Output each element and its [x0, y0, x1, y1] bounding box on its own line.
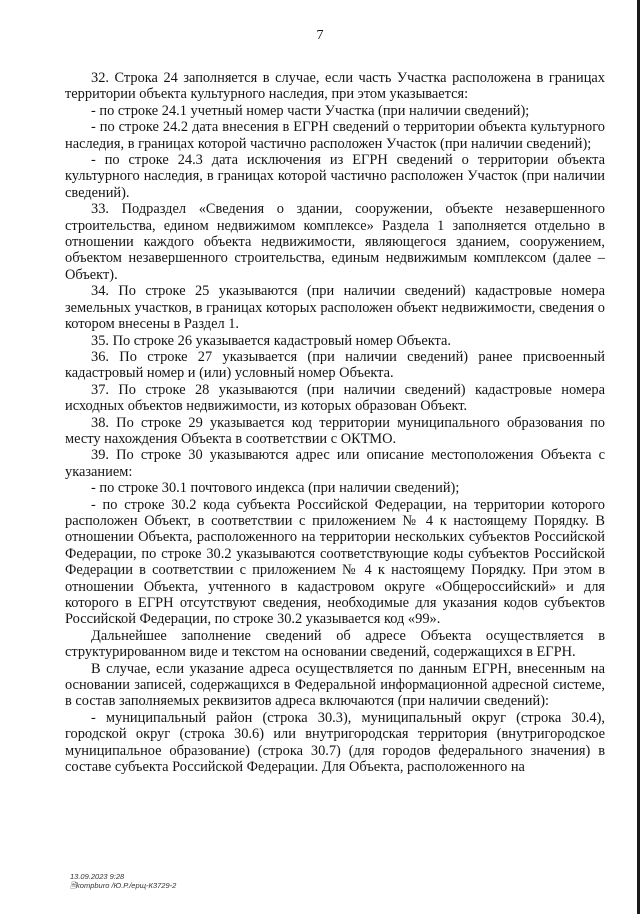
paragraph-address-structure: Дальнейшее заполнение сведений об адресе Объекта осуществляется в структурированном виде и текстом на основании сведений, содержащихся в ЕГРН. [65, 627, 605, 661]
paragraph-municipal-units: - муниципальный район (строка 30.3), муниципальный округ (строка 30.4), городской округ (строка 30.6) или внутригородская территория (внутригородское муниципальное образование) (строка 30.7) (для городов федерального значения) в составе субъекта Российской Федерации. Для Объекта, расположенного на [65, 709, 605, 776]
paragraph-39-item-1: - по строке 30.1 почтового индекса (при наличии сведений); [91, 480, 460, 497]
paragraph-38: 38. По строке 29 указывается код территории муниципального образования по месту нахождения Объекта в соответствии с ОКТМО. [65, 414, 605, 447]
paragraph-32-item-3: - по строке 24.3 дата исключения из ЕГРН сведений о территории объекта культурного наследия, в границах которой частично расположен Участок (при наличии сведений). [65, 152, 605, 201]
print-footer [70, 872, 176, 890]
paragraph-fias-address: В случае, если указание адреса осуществляется по данным ЕГРН, внесенным на основании записей, содержащихся в Федеральной информационной адресной системе, в состав заполняемых реквизитов адреса включаются (при наличии сведений): [65, 660, 605, 710]
paragraph-34: 34. По строке 25 указываются (при наличии сведений) кадастровые номера земельных участков, в границах которых расположен объект недвижимости, сведения о котором внесены в Раздел 1. [65, 283, 605, 333]
document-body [65, 70, 605, 775]
paragraph-32-item-1: - по строке 24.1 учетный номер части Участка (при наличии сведений); [91, 102, 530, 119]
page-number: 7 [316, 28, 324, 43]
file-icon: 🗎 [70, 881, 77, 890]
paragraph-37: 37. По строке 28 указываются (при наличии сведений) кадастровые номера исходных объектов недвижимости, из которых образован Объект. [65, 381, 605, 415]
paragraph-39: 39. По строке 30 указываются адрес или описание местоположения Объекта с указанием: [65, 447, 605, 480]
paragraph-36: 36. По строке 27 указывается (при наличии сведений) ранее присвоенный кадастровый номер и (или) условный номер Объекта. [65, 348, 605, 382]
footer-path-text: kompburo /Ю.Р./ерщ-К3729-2 [76, 881, 177, 890]
paragraph-35: 35. По строке 26 указывается кадастровый номер Объекта. [91, 332, 451, 349]
paragraph-39-item-2: - по строке 30.2 кода субъекта Российской Федерации, на территории которого расположен Объект, в соответствии с приложением № 4 к настоящему Порядку. В отношении Объекта, расположенного на территории нескольких субъектов Российской Федерации, по строке 30.2 указываются соответствующие коды субъектов Российской Федерации в соответствии с приложением № 4 к настоящему Порядку. При этом в отношении Объекта, учтенного в кадастровом округе «Общероссийский» и для которого в ЕГРН отсутствуют сведения, необходимые для указания кодов субъектов Российской Федерации, по строке 30.2 указывается код «99». [65, 496, 605, 628]
footer-file-path [70, 881, 176, 890]
paragraph-32: 32. Строка 24 заполняется в случае, если часть Участка расположена в границах территории объекта культурного наследия, при этом указывается: [65, 70, 605, 103]
footer-date: 13.09.2023 9:28 [70, 872, 125, 881]
paragraph-32-item-2: - по строке 24.2 дата внесения в ЕГРН сведений о территории объекта культурного наследия, в границах которой частично расположен Участок (при наличии сведений); [65, 119, 605, 152]
paragraph-33: 33. Подраздел «Сведения о здании, сооружении, объекте незавершенного строительства, едином недвижимом комплексе» Раздела 1 заполняется отдельно в отношении каждого объекта недвижимости, являющегося зданием, сооружением, объектом незавершенного строительства, единым недвижимым комплексом (далее – Объект). [65, 201, 605, 283]
